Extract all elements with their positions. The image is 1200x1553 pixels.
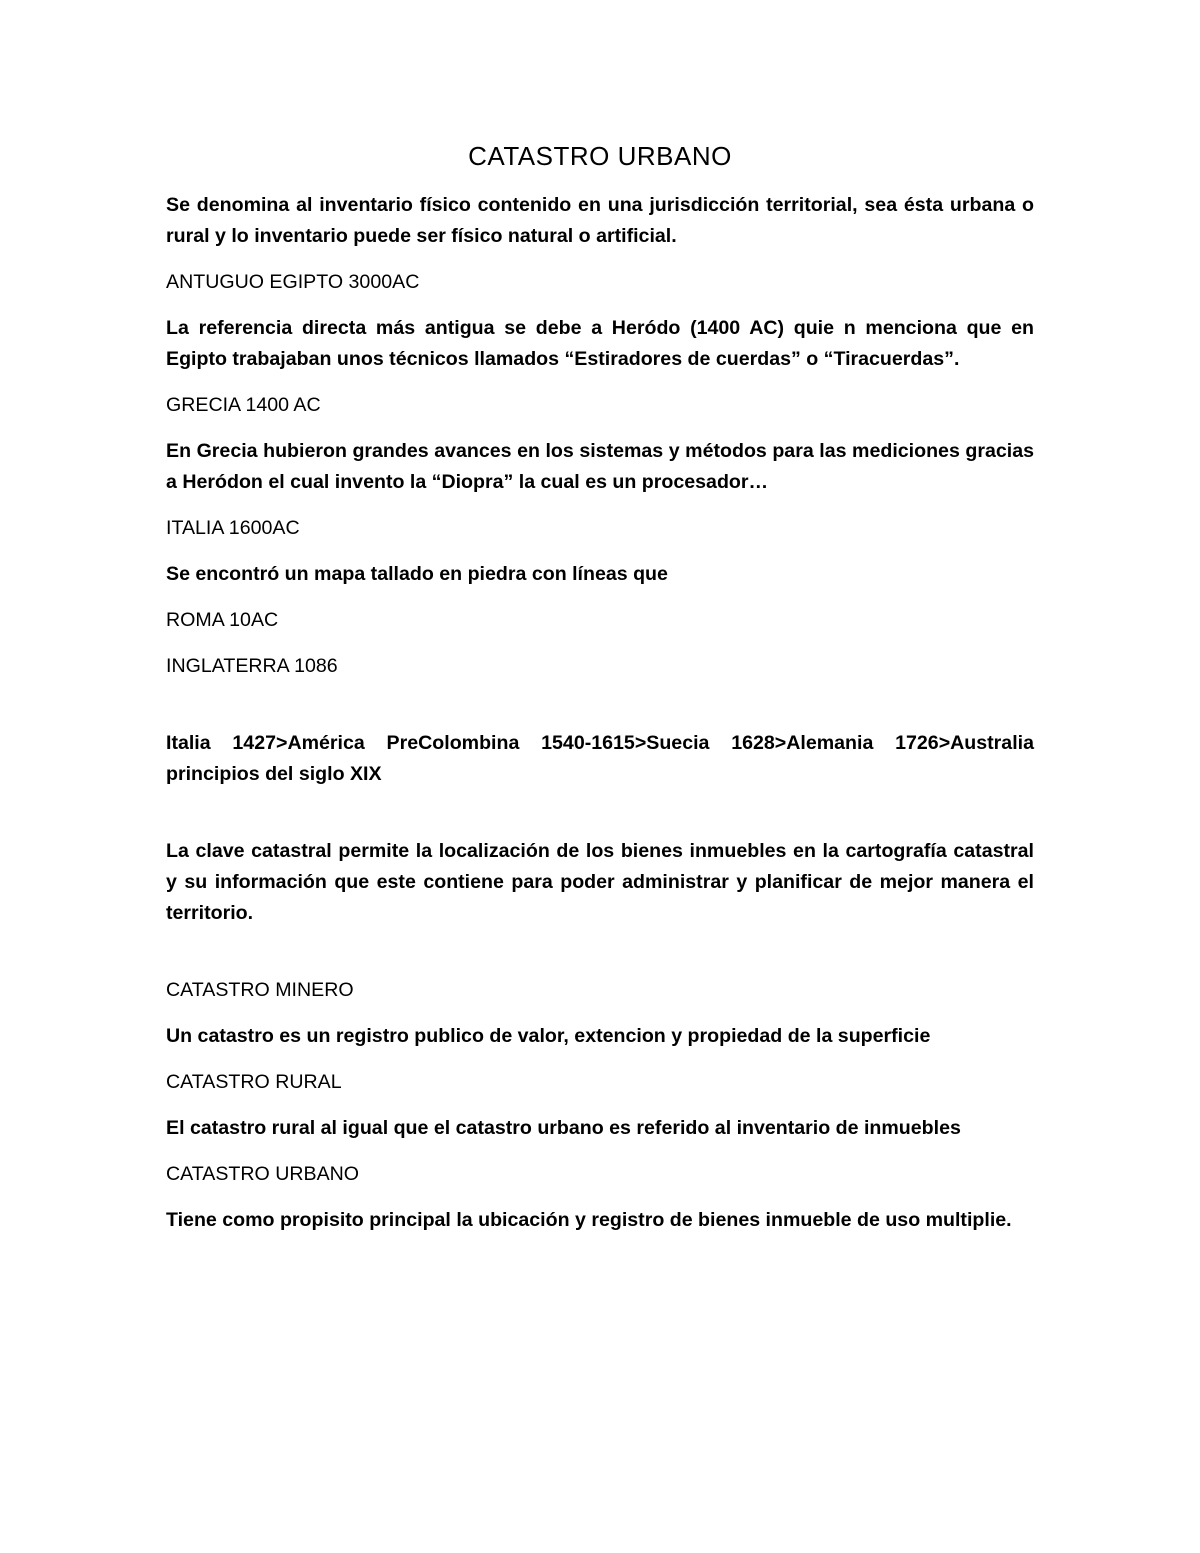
heading-inglaterra: INGLATERRA 1086	[166, 655, 338, 677]
heading-grecia: GRECIA 1400 AC	[166, 394, 321, 416]
heading-catastro-minero: CATASTRO MINERO	[166, 979, 354, 1001]
paragraph-grecia: En Grecia hubieron grandes avances en los sistemas y métodos para las mediciones gracias a Heródon el cual invento la “Diopra” la cual es un procesador…	[166, 440, 1034, 493]
paragraph-egipto: La referencia directa más antigua se debe a Heródo (1400 AC) quie n menciona que en Egipto trabajaban unos técnicos llamados “Estiradores de cuerdas” o “Tiracuerdas”.	[166, 317, 1034, 370]
heading-egipto: ANTUGUO EGIPTO 3000AC	[166, 271, 420, 293]
paragraph-timeline: Italia 1427>América PreColombina 1540-1615>Suecia 1628>Alemania 1726>Australia principios del siglo XIX	[166, 732, 1034, 785]
heading-catastro-urbano: CATASTRO URBANO	[166, 1163, 360, 1185]
page-title: CATASTRO URBANO	[468, 141, 732, 171]
heading-catastro-rural: CATASTRO RURAL	[166, 1071, 342, 1093]
paragraph-clave-catastral: La clave catastral permite la localización de los bienes inmuebles en la cartografía catastral y su información que este contiene para poder administrar y planificar de mejor manera el territorio.	[166, 840, 1034, 924]
paragraph-catastro-urbano: Tiene como propisito principal la ubicación y registro de bienes inmueble de uso multiplie.	[166, 1209, 1012, 1231]
blank-line	[166, 944, 1034, 975]
paragraph-catastro-rural: El catastro rural al igual que el catastro urbano es referido al inventario de inmuebles	[166, 1117, 961, 1139]
heading-roma: ROMA 10AC	[166, 609, 279, 631]
heading-italia: ITALIA 1600AC	[166, 517, 300, 539]
blank-line	[166, 805, 1034, 836]
blank-line	[166, 697, 1034, 728]
intro-paragraph: Se denomina al inventario físico contenido en una jurisdicción territorial, sea ésta urbana o rural y lo inventario puede ser físico natural o artificial.	[166, 194, 1034, 247]
paragraph-catastro-minero: Un catastro es un registro publico de valor, extencion y propiedad de la superficie	[166, 1025, 931, 1047]
document-content	[166, 136, 1034, 1251]
paragraph-italia: Se encontró un mapa tallado en piedra con líneas que	[166, 563, 668, 585]
